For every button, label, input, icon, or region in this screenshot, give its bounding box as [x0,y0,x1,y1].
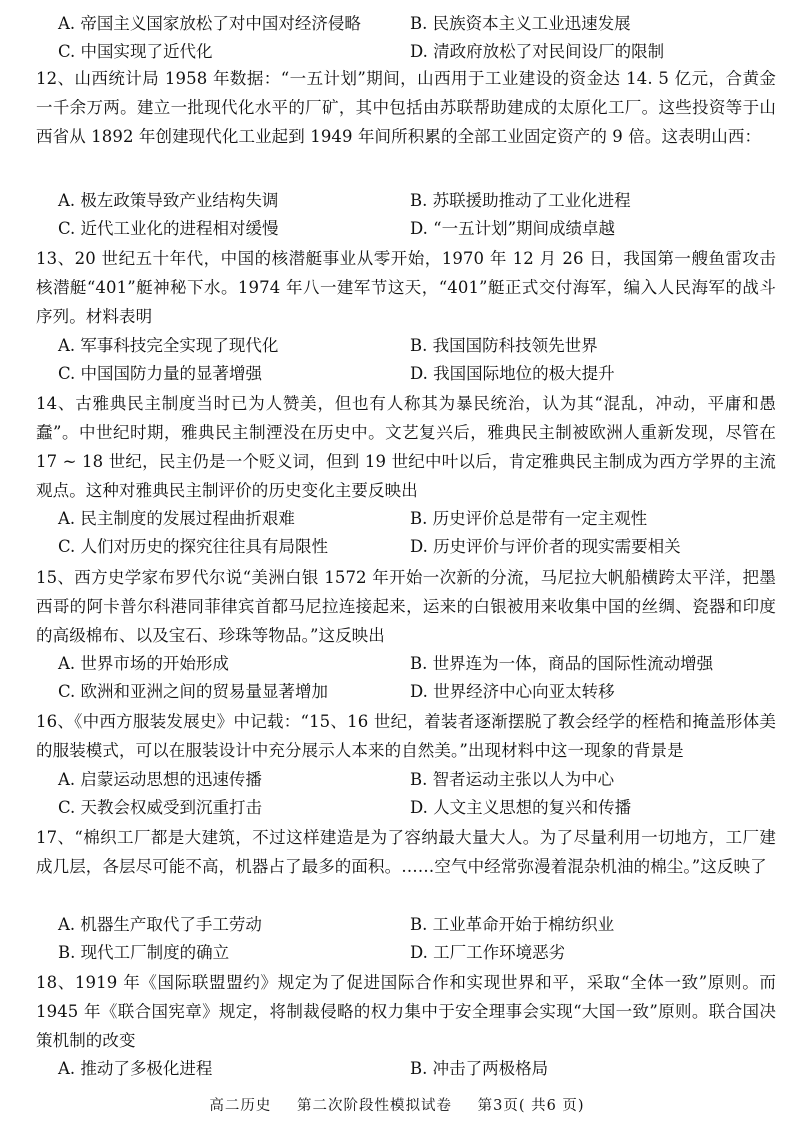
q16-options [58,766,631,822]
q11-option-c: C. 中国实现了近代化 [58,42,213,61]
footer-exam-title: 第二次阶段性模拟试卷 [297,1098,452,1114]
option-b: B. 智者运动主张以人为中心 [410,770,615,789]
question-16 [36,707,776,765]
question-13 [36,244,776,331]
question-18 [36,968,776,1055]
option-b: B. 工业革命开始于棉纺织业 [410,915,615,934]
option-d: D. 历史评价与评价者的现实需要相关 [410,537,681,556]
question-stem: 18、1919 年《国际联盟盟约》规定为了促进国际合作和实现世界和平，采取“全体一致”原则。而 1945 年《联合国宪章》规定，将制裁侵略的权力集中于安全理事会实现“大国一致”原则。联合国决策机制的改变 [36,973,776,1050]
q11-options [58,10,664,66]
option-c: B. 现代工厂制度的确立 [58,943,230,962]
option-a: A. 军事科技完全实现了现代化 [58,336,279,355]
option-d: D. 我国国际地位的极大提升 [410,364,615,383]
question-stem: 14、古雅典民主制度当时已为人赞美，但也有人称其为暴民统治，认为其“混乱，冲动，平庸和愚蠢”。中世纪时期，雅典民主制湮没在历史中。文艺复兴后，雅典民主制被欧洲人重新发现，尽管在 17 ~ 18 世纪，民主仍是一个贬义词，但到 19 世纪中叶以后，肯定雅典民主制成为西方学界的主流观点。这种对雅典民主制评价的历史变化主要反映出 [36,394,776,500]
option-d: D. 世界经济中心向亚太转移 [410,682,615,701]
q14-options [58,505,681,561]
option-c: C. 人们对历史的探究往往具有局限性 [58,537,329,556]
footer-page-number: 第3页( 共6 页) [477,1098,585,1114]
question-stem: 13、20 世纪五十年代，中国的核潜艇事业从零开始，1970 年 12 月 26 日，我国第一艘鱼雷攻击核潜艇“401”艇神秘下水。1974 年八一建军节这天，“401”艇正式交付海军，编入人民海军的战斗序列。材料表明 [36,249,776,326]
question-17 [36,823,776,881]
question-15 [36,563,776,650]
option-a: A. 机器生产取代了手工劳动 [58,915,262,934]
option-b: B. 世界连为一体，商品的国际性流动增强 [410,654,714,673]
option-a: A. 启蒙运动思想的迅速传播 [58,770,262,789]
option-b: B. 历史评价总是带有一定主观性 [410,509,648,528]
question-12 [36,64,776,151]
q12-options [58,187,631,243]
q17-options [58,911,614,967]
q15-options [58,650,713,706]
option-a: A. 推动了多极化进程 [58,1059,213,1078]
question-14 [36,389,776,505]
option-d: D. “一五计划”期间成绩卓越 [410,219,616,238]
option-b: B. 苏联援助推动了工业化进程 [410,191,631,210]
question-stem: 16、《中西方服装发展史》中记载：“15、16 世纪，着装者逐渐摆脱了教会经学的桎梏和掩盖形体美的服装模式，可以在服装设计中充分展示人本来的自然美。”出现材料中这一现象的背景是 [36,712,776,760]
option-c: C. 天教会权威受到沉重打击 [58,798,263,817]
footer-subject: 高二历史 [209,1098,272,1114]
option-d: D. 工厂工作环境恶劣 [410,943,566,962]
option-d: D. 人文主义思想的复兴和传播 [410,798,632,817]
option-c: C. 中国国防力量的显著增强 [58,364,263,383]
page-footer [0,1094,794,1115]
question-stem: 12、山西统计局 1958 年数据：“一五计划”期间，山西用于工业建设的资金达 14. 5 亿元，合黄金一千余万两。建立一批现代化水平的厂矿，其中包括由苏联帮助建成的太原化工厂。这些投资等于山西省从 1892 年创建现代化工业起到 1949 年间所积累的全部工业固定资产的 9 倍。这表明山西： [36,69,776,146]
q18-options [58,1055,548,1083]
option-a: A. 世界市场的开始形成 [58,654,229,673]
q11-option-a: A. 帝国主义国家放松了对中国对经济侵略 [58,14,361,33]
q13-options [58,332,615,388]
option-b: B. 冲击了两极格局 [410,1059,549,1078]
question-stem: 17、“棉织工厂都是大建筑，不过这样建造是为了容纳最大量大人。为了尽量利用一切地方，工厂建成几层，各层尽可能不高，机器占了最多的面积。……空气中经常弥漫着混杂机油的棉尘。”这反映了 [36,828,776,876]
option-a: A. 民主制度的发展过程曲折艰难 [58,509,295,528]
q11-option-b: B. 民族资本主义工业迅速发展 [410,14,631,33]
option-c: C. 近代工业化的进程相对缓慢 [58,219,279,238]
option-a: A. 极左政策导致产业结构失调 [58,191,279,210]
question-stem: 15、西方史学家布罗代尔说“美洲白银 1572 年开始一次新的分流，马尼拉大帆船横跨太平洋，把墨西哥的阿卡普尔科港同菲律宾首都马尼拉连接起来，运来的白银被用来收集中国的丝绸、瓷器和印度的高级棉布、以及宝石、珍珠等物品。”这反映出 [36,568,776,645]
option-c: C. 欧洲和亚洲之间的贸易量显著增加 [58,682,329,701]
option-b: B. 我国国防科技领先世界 [410,336,598,355]
q11-option-d: D. 清政府放松了对民间设厂的限制 [410,42,665,61]
